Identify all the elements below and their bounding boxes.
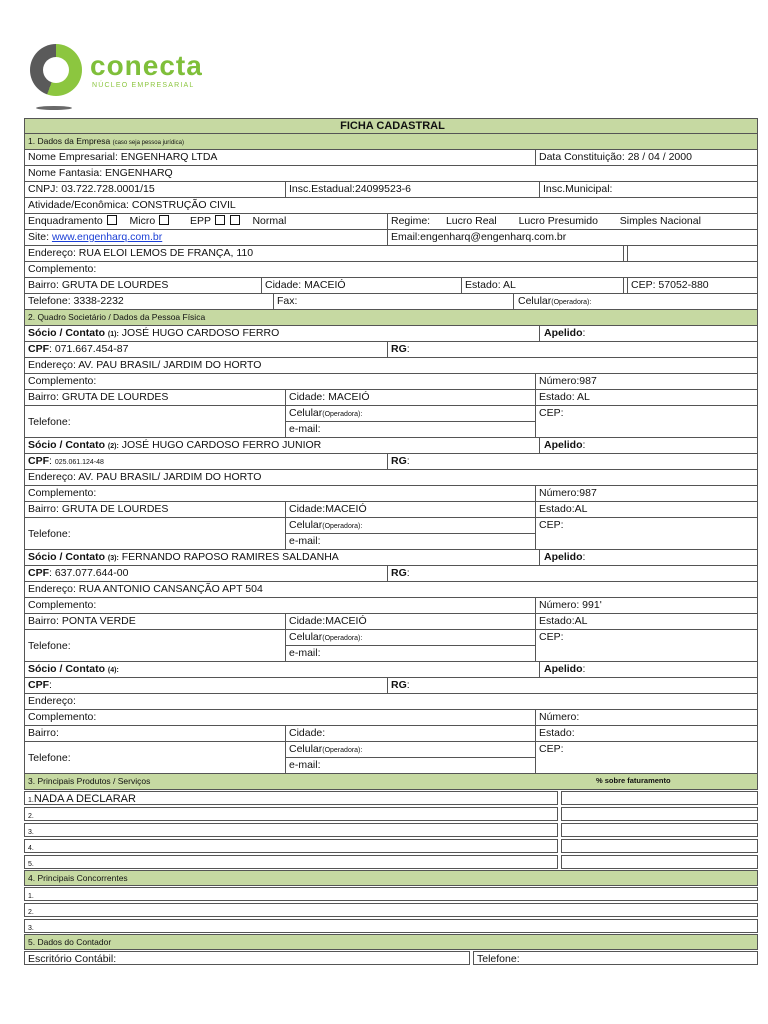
bairro-empresa-field[interactable]: Bairro: GRUTA DE LOURDES — [28, 279, 169, 291]
socio-endereco-row — [24, 470, 758, 486]
produto-row — [24, 854, 758, 870]
socio-complemento-row — [24, 486, 758, 502]
socios-list — [24, 326, 758, 774]
micro-label: Micro — [129, 215, 156, 227]
produto-pct-field[interactable] — [561, 807, 758, 821]
cidade-field[interactable]: Cidade:MACEIÓ — [285, 614, 535, 629]
row-complemento-empresa — [24, 262, 758, 278]
telefone-field[interactable]: Telefone: — [28, 415, 71, 428]
socio-endereco-row — [24, 582, 758, 598]
row-endereco — [24, 246, 758, 262]
socio-nome-field[interactable]: Sócio / Contato (3): FERNANDO RAPOSO RAMIRES SALDANHA — [28, 551, 339, 563]
produto-row — [24, 822, 758, 838]
apelido-field[interactable]: Apelido: — [539, 326, 757, 341]
telefone-empresa-field[interactable]: Telefone: 3338-2232 — [28, 295, 124, 307]
row-contador — [24, 950, 758, 966]
logo-name: conecta — [90, 50, 203, 81]
epp-checkbox[interactable] — [215, 215, 225, 225]
cidade-field[interactable]: Cidade: — [285, 726, 535, 741]
endereco-field[interactable]: Endereço: RUA ANTONIO CANSANÇÃO APT 504 — [28, 583, 263, 595]
section-1-title: 1. Dados da Empresa — [28, 136, 111, 146]
bairro-field[interactable]: Bairro: PONTA VERDE — [28, 615, 136, 627]
socio-cpf-row — [24, 566, 758, 582]
rg-field[interactable]: RG: — [387, 566, 757, 581]
simples-nacional-option[interactable]: Simples Nacional — [619, 215, 701, 227]
socio-cpf-row — [24, 678, 758, 694]
complemento-field[interactable]: Complemento: — [28, 375, 97, 387]
email-field[interactable]: e-mail: — [289, 423, 321, 435]
celular-empresa-field[interactable]: Celular(Operadora): — [513, 294, 757, 309]
enquadramento-checkbox[interactable] — [107, 215, 117, 225]
rg-field[interactable]: RG: — [387, 454, 757, 469]
cpf-field[interactable]: CPF: 025.061.124-48 — [28, 455, 104, 467]
cep-empresa-field[interactable]: CEP: 57052-880 — [627, 278, 757, 293]
cep-field[interactable]: CEP: — [535, 630, 757, 661]
celular-field[interactable]: Celular(Operadora): — [289, 743, 363, 755]
bairro-field[interactable]: Bairro: — [28, 727, 59, 739]
form-title: FICHA CADASTRAL — [340, 120, 445, 132]
socio-telefone-row — [24, 742, 758, 774]
produto-field[interactable]: 1.NADA A DECLARAR — [24, 791, 558, 805]
numero-field[interactable]: Número:987 — [535, 374, 757, 389]
endereco-extra-field[interactable] — [627, 246, 757, 261]
produto-row — [24, 838, 758, 854]
normal-label: Normal — [252, 215, 287, 227]
produto-field[interactable]: 5. — [24, 855, 558, 869]
bairro-field[interactable]: Bairro: GRUTA DE LOURDES — [28, 503, 169, 515]
celular-field[interactable]: Celular(Operadora): — [289, 407, 363, 419]
produto-field[interactable]: 2. — [24, 807, 558, 821]
socio-telefone-row — [24, 518, 758, 550]
socio-endereco-row — [24, 694, 758, 710]
conecta-logo — [30, 44, 230, 114]
cpf-field[interactable]: CPF: 637.077.644-00 — [28, 567, 129, 579]
produto-pct-field[interactable] — [561, 839, 758, 853]
estado-field[interactable]: Estado: AL — [535, 390, 757, 405]
concorrente-row — [24, 886, 758, 902]
complemento-field[interactable]: Complemento: — [28, 711, 97, 723]
produto-pct-field[interactable] — [561, 791, 758, 805]
endereco-field[interactable]: Endereço: — [28, 695, 76, 707]
complemento-empresa-field[interactable]: Complemento: — [28, 263, 97, 275]
telefone-field[interactable]: Telefone: — [28, 751, 71, 764]
section-4-title: 4. Principais Concorrentes — [28, 873, 128, 883]
endereco-field[interactable]: Endereço: AV. PAU BRASIL/ JARDIM DO HORTO — [28, 471, 262, 483]
insc-estadual-field[interactable]: Insc.Estadual:24099523-6 — [285, 182, 539, 197]
section-1-note: (caso seja pessoa jurídica) — [112, 140, 184, 146]
numero-field[interactable]: Número: — [535, 710, 757, 725]
cep-field[interactable]: CEP: — [535, 518, 757, 549]
estado-empresa-field[interactable]: Estado: AL — [461, 278, 623, 293]
rg-field[interactable]: RG: — [387, 342, 757, 357]
site-label: Site: — [28, 231, 52, 243]
concorrente-row — [24, 902, 758, 918]
socio-name-row — [24, 662, 758, 678]
insc-municipal-field[interactable]: Insc.Municipal: — [539, 182, 757, 197]
produto-row — [24, 806, 758, 822]
socio-name-row — [24, 550, 758, 566]
estado-field[interactable]: Estado:AL — [535, 614, 757, 629]
fax-field[interactable]: Fax: — [273, 294, 509, 309]
row-nome-fantasia — [24, 166, 758, 182]
micro-checkbox[interactable] — [159, 215, 169, 225]
socio-cpf-row — [24, 342, 758, 358]
rg-field[interactable]: RG: — [387, 678, 757, 693]
nome-fantasia-field[interactable]: Nome Fantasia: ENGENHARQ — [28, 167, 173, 179]
cidade-field[interactable]: Cidade: MACEIÓ — [285, 390, 535, 405]
data-constituicao-field[interactable]: Data Constituição: 28 / 04 / 2000 — [535, 150, 757, 165]
complemento-field[interactable]: Complemento: — [28, 487, 97, 499]
enquadramento-label: Enquadramento — [28, 215, 103, 227]
section-3-header — [24, 774, 758, 790]
produto-pct-field[interactable] — [561, 855, 758, 869]
socio-bairro-row — [24, 726, 758, 742]
socio-telefone-row — [24, 630, 758, 662]
socio-bairro-row — [24, 614, 758, 630]
section-3-title: 3. Principais Produtos / Serviços — [28, 776, 151, 786]
cadastro-form — [24, 118, 758, 966]
socio-complemento-row — [24, 598, 758, 614]
email-field[interactable]: e-mail: — [289, 535, 321, 547]
row-nome-empresarial — [24, 150, 758, 166]
numero-field[interactable]: Número: 991' — [535, 598, 757, 613]
celular-field[interactable]: Celular(Operadora): — [289, 631, 363, 643]
socio-nome-field[interactable]: Sócio / Contato (4): — [28, 663, 119, 675]
socio-cpf-row — [24, 454, 758, 470]
cnpj-field[interactable]: CNPJ: 03.722.728.0001/15 — [28, 183, 155, 195]
produto-field[interactable]: 3. — [24, 823, 558, 837]
row-telefone-empresa — [24, 294, 758, 310]
complemento-field[interactable]: Complemento: — [28, 599, 97, 611]
cidade-field[interactable]: Cidade:MACEIÓ — [285, 502, 535, 517]
email-field[interactable]: e-mail: — [289, 759, 321, 771]
logo-shadow — [36, 106, 72, 110]
produto-pct-field[interactable] — [561, 823, 758, 837]
logo-subtitle: NÚCLEO EMPRESARIAL — [92, 82, 195, 89]
endereco-field[interactable]: Endereço: AV. PAU BRASIL/ JARDIM DO HORTO — [28, 359, 262, 371]
concorrentes-list — [24, 886, 758, 934]
concorrente-field[interactable]: 1. — [24, 887, 758, 901]
estado-field[interactable]: Estado: — [535, 726, 757, 741]
atividade-field[interactable]: Atividade/Econômica: CONSTRUÇÃO CIVIL — [28, 199, 236, 211]
section-2-header — [24, 310, 758, 326]
apelido-field[interactable]: Apelido: — [539, 550, 757, 565]
socio-nome-field[interactable]: Sócio / Contato (2): JOSÉ HUGO CARDOSO FERRO JUNIOR — [28, 439, 322, 451]
row-cnpj — [24, 182, 758, 198]
site-link[interactable]: www.engenharq.com.br — [51, 231, 163, 243]
telefone-field[interactable]: Telefone: — [28, 639, 71, 652]
row-site — [24, 230, 758, 246]
apelido-field[interactable]: Apelido: — [539, 438, 757, 453]
pct-faturamento-label: % sobre faturamento — [596, 776, 671, 785]
bairro-field[interactable]: Bairro: GRUTA DE LOURDES — [28, 391, 169, 403]
cep-field[interactable]: CEP: — [535, 742, 757, 773]
row-atividade — [24, 198, 758, 214]
section-2-title: 2. Quadro Societário / Dados da Pessoa Física — [28, 312, 206, 322]
telefone-contador-field[interactable]: Telefone: — [473, 951, 758, 965]
concorrente-row — [24, 918, 758, 934]
produto-field[interactable]: 4. — [24, 839, 558, 853]
numero-field[interactable]: Número:987 — [535, 486, 757, 501]
logo-mark-icon — [30, 44, 82, 96]
telefone-field[interactable]: Telefone: — [28, 527, 71, 540]
escritorio-contabil-field[interactable]: Escritório Contábil: — [24, 951, 470, 965]
produto-row — [24, 790, 758, 806]
cpf-field[interactable]: CPF: — [28, 679, 52, 691]
apelido-field[interactable]: Apelido: — [539, 662, 757, 677]
socio-complemento-row — [24, 710, 758, 726]
form-title-row — [24, 118, 758, 134]
socio-bairro-row — [24, 390, 758, 406]
lucro-presumido-option[interactable]: Lucro Presumido — [518, 215, 598, 227]
socio-name-row — [24, 438, 758, 454]
socio-nome-field[interactable]: Sócio / Contato (1): JOSÉ HUGO CARDOSO FERRO — [28, 327, 280, 339]
nome-empresarial-field[interactable]: Nome Empresarial: ENGENHARQ LTDA — [28, 151, 218, 163]
row-enquadramento — [24, 214, 758, 230]
email-field[interactable]: e-mail: — [289, 647, 321, 659]
endereco-empresa-field[interactable]: Endereço: RUA ELOI LEMOS DE FRANÇA, 110 — [28, 247, 254, 259]
epp-label: EPP — [189, 215, 211, 227]
socio-bairro-row — [24, 502, 758, 518]
regime-label: Regime: — [391, 215, 431, 227]
cidade-empresa-field[interactable]: Cidade: MACEIÓ — [261, 278, 461, 293]
section-5-header — [24, 934, 758, 950]
lucro-real-option[interactable]: Lucro Real — [445, 215, 497, 227]
socio-complemento-row — [24, 374, 758, 390]
concorrente-field[interactable]: 3. — [24, 919, 758, 933]
section-1-header — [24, 134, 758, 150]
estado-field[interactable]: Estado:AL — [535, 502, 757, 517]
section-4-header — [24, 870, 758, 886]
concorrente-field[interactable]: 2. — [24, 903, 758, 917]
cep-field[interactable]: CEP: — [535, 406, 757, 437]
section-5-title: 5. Dados do Contador — [28, 937, 112, 947]
email-empresa-field[interactable]: Email:engenharq@engenharq.com.br — [387, 230, 757, 245]
celular-field[interactable]: Celular(Operadora): — [289, 519, 363, 531]
socio-telefone-row — [24, 406, 758, 438]
socio-endereco-row — [24, 358, 758, 374]
cpf-field[interactable]: CPF: 071.667.454-87 — [28, 343, 129, 355]
socio-name-row — [24, 326, 758, 342]
produtos-list — [24, 790, 758, 870]
row-bairro-empresa — [24, 278, 758, 294]
epp-checkbox-2[interactable] — [230, 215, 240, 225]
